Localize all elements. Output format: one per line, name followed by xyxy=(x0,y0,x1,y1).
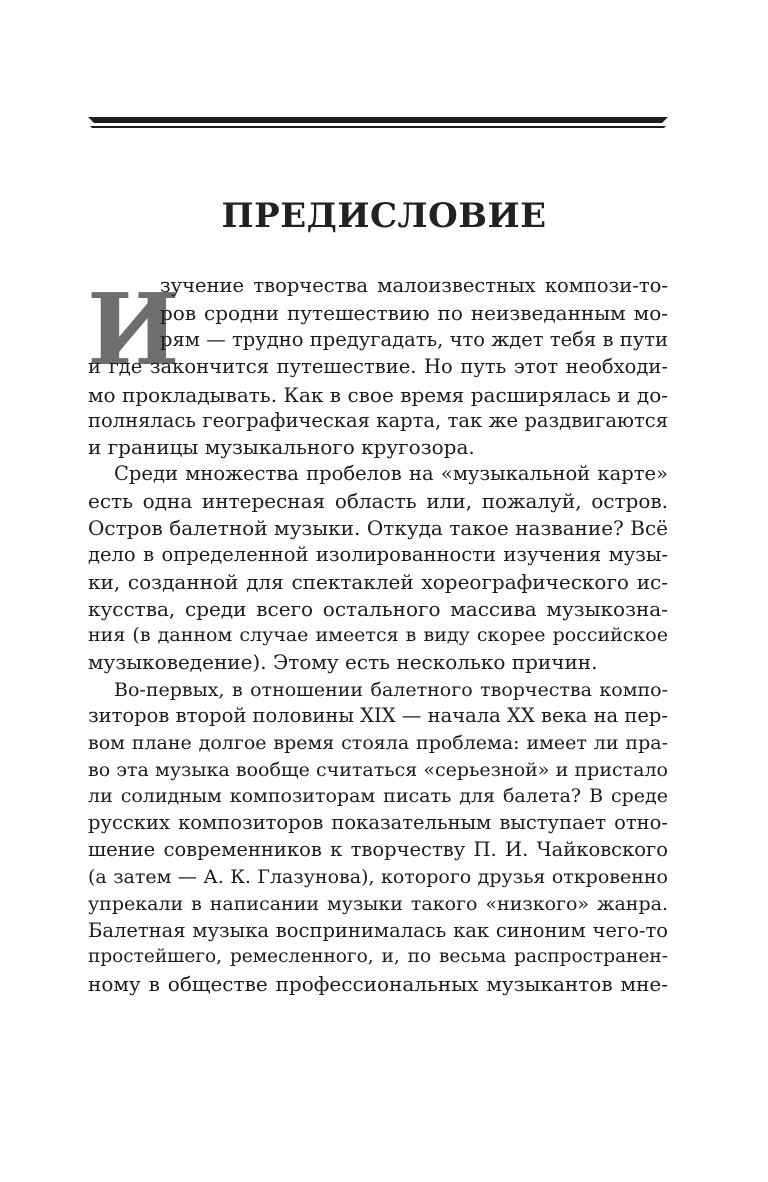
text-line: мо прокладывать. Как в свое время расширялась и до- xyxy=(88,383,668,407)
text-line: дело в определенной изолированности изучения музы- xyxy=(88,543,668,566)
text-line: простейшего, ремесленного, и, по весьма распространен- xyxy=(88,946,668,967)
text-line: музыковедение). Этому есть несколько причин. xyxy=(88,650,598,674)
text-line: Остров балетной музыки. Откуда такое название? Всё xyxy=(88,516,668,540)
text-line: Балетная музыка воспринималась как синоним чего-то xyxy=(88,919,668,942)
text-line: и границы музыкального кругозора. xyxy=(88,435,475,459)
text-line: есть одна интересная область или, пожалуй, остров. xyxy=(88,489,668,513)
text-line: полнялась географическая карта, так же раздвигаются xyxy=(88,409,668,432)
text-line: и где закончится путешествие. Но путь этот необходи- xyxy=(88,355,668,378)
text-line: ному в обществе профессиональных музыкантов мне- xyxy=(88,972,668,996)
text-line: рям — трудно предугадать, что ждет тебя в пути xyxy=(160,328,668,351)
page-title: ПРЕДИСЛОВИЕ xyxy=(221,196,547,236)
text-line: кусства, среди всего остального массива музыкозна- xyxy=(88,597,668,621)
text-line: шение современников к творчеству П. И. Чайковского xyxy=(88,838,668,861)
text-line: Во-первых, в отношении балетного творчества компо- xyxy=(114,679,668,701)
text-line: упрекали в написании музыки такого «низкого» жанра. xyxy=(88,893,668,915)
text-line: русских композиторов показательным выступает отно- xyxy=(88,811,668,834)
header-rule xyxy=(88,117,668,129)
text-line: ния (в данном случае имеется в виду скорее российское xyxy=(88,624,668,646)
text-line: зиторов второй половины XIX — начала XX века на пер- xyxy=(88,704,668,727)
text-line: во эта музыка вообще считаться «серьезной» и пристало xyxy=(88,759,668,781)
text-line: вом плане долгое время стояла проблема: имеет ли пра- xyxy=(88,732,668,754)
text-line: Среди множества пробелов на «музыкальной карте» xyxy=(114,462,668,485)
drop-cap: И xyxy=(87,273,180,388)
text-line: (а затем — А. К. Глазунова), которого друзья откровенно xyxy=(88,866,668,888)
text-line: ров сродни путешествию по неизведанным мо- xyxy=(160,301,668,325)
text-line: ли солидным композиторам писать для балета? В среде xyxy=(88,785,668,807)
text-line: зучение творчества малоизвестных компози-то- xyxy=(160,274,668,297)
text-line: ки, созданной для спектаклей хореографического ис- xyxy=(88,570,668,594)
